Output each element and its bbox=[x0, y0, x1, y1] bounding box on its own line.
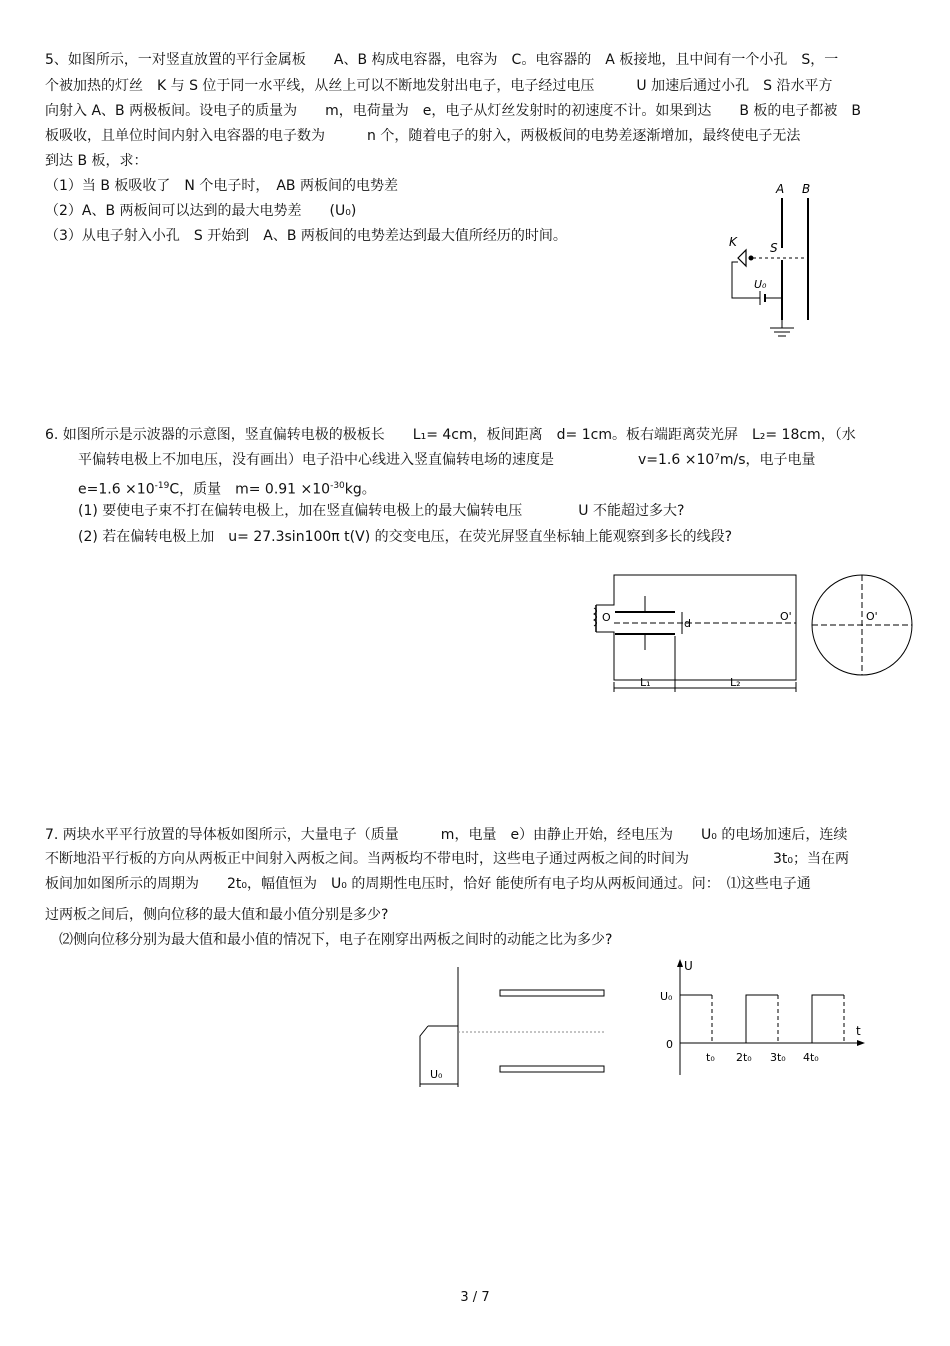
label-u0-left: U₀ bbox=[430, 1068, 443, 1081]
label-o2: O' bbox=[866, 610, 878, 623]
q5-question-1: （1）当 B 板吸收了 N 个电子时， AB 两板间的电势差 bbox=[45, 178, 398, 194]
q6-line-2: 平偏转电极上不加电压，没有画出）电子沿中心线进入竖直偏转电场的速度是 v=1.6 ×10⁷m/s，电子电量 bbox=[78, 452, 816, 468]
q7-line-3: 板间加如图所示的周期为 2t₀，幅值恒为 U₀ 的周期性电压时，恰好 能使所有电子均从两板间通过。问： ⑴这些电子通 bbox=[45, 876, 811, 892]
q5-question-2: （2）A、B 两板间可以达到的最大电势差 (U₀) bbox=[45, 203, 357, 219]
label-k: K bbox=[729, 235, 737, 249]
label-o: O bbox=[602, 611, 611, 624]
q7-question-1: 过两板之间后，侧向位移的最大值和最小值分别是多少? bbox=[45, 907, 389, 923]
label-4t0: 4t₀ bbox=[803, 1051, 819, 1064]
label-b: B bbox=[802, 182, 811, 196]
label-a: A bbox=[776, 182, 785, 196]
q6-question-1: (1) 要使电子束不打在偏转电极上，加在竖直偏转电极上的最大偏转电压 U 不能超过多大? bbox=[78, 503, 685, 519]
q5-line-2: 个被加热的灯丝 K 与 S 位于同一水平线，从丝上可以不断地发射出电子，电子经过电压 U 加速后通过小孔 S 沿水平方 bbox=[45, 78, 833, 94]
label-l2: L₂ bbox=[730, 676, 741, 689]
label-o1: O' bbox=[780, 610, 792, 623]
label-l1: L₁ bbox=[640, 676, 651, 689]
label-3t0: 3t₀ bbox=[770, 1051, 786, 1064]
q5-line-5: 到达 B 板，求： bbox=[45, 153, 148, 169]
label-u0: U₀ bbox=[660, 990, 673, 1003]
page-number: 3 / 7 bbox=[460, 1290, 490, 1305]
q5-capacitor-diagram bbox=[720, 180, 830, 345]
q5-question-3: （3）从电子射入小孔 S 开始到 A、B 两板间的电势差达到最大值所经历的时间。 bbox=[45, 228, 567, 244]
label-u-axis: U bbox=[684, 959, 693, 973]
q6-line-3: $e=1.6 \times 10^{-19}C$，质量 $m= 0.91 \times 10^{-30}kg$。 bbox=[78, 481, 376, 498]
q7-voltage-graph bbox=[660, 955, 870, 1085]
q6-line-1: 6. 如图所示是示波器的示意图，竖直偏转电极的极板长 L₁= 4cm，板间距离 d= 1cm。板右端距离荧光屏 L₂= 18cm，（水 bbox=[45, 427, 856, 443]
q7-line-1: 7. 两块水平平行放置的导体板如图所示，大量电子（质量 m，电量 e）由静止开始，经电压为 U₀ 的电场加速后，连续 bbox=[45, 827, 848, 843]
q5-line-3: 向射入 A、B 两极板间。设电子的质量为 m，电荷量为 e，电子从灯丝发射时的初速度不计。如果到达 B 板的电子都被 B bbox=[45, 103, 861, 119]
label-u0: U₀ bbox=[754, 278, 767, 291]
q5-line-1: 5、如图所示，一对竖直放置的平行金属板 A、B 构成电容器，电容为 C。电容器的 A 板接地，且中间有一个小孔 S，一 bbox=[45, 52, 839, 68]
q7-plates-diagram bbox=[412, 962, 612, 1092]
label-t0: t₀ bbox=[706, 1051, 715, 1064]
label-t-axis: t bbox=[856, 1024, 861, 1038]
label-2t0: 2t₀ bbox=[736, 1051, 752, 1064]
q7-line-2: 不断地沿平行板的方向从两板正中间射入两板之间。当两板均不带电时，这些电子通过两板之间的时间为 3t₀；当在两 bbox=[45, 851, 850, 867]
label-d: d bbox=[684, 617, 691, 630]
q6-oscilloscope-diagram bbox=[590, 570, 920, 695]
q7-question-2: ⑵侧向位移分别为最大值和最小值的情况下，电子在刚穿出两板之间时的动能之比为多少? bbox=[45, 932, 613, 948]
label-s: S bbox=[770, 241, 778, 255]
q6-question-2: (2) 若在偏转电极上加 u= 27.3sin100π t(V) 的交变电压，在荧光屏竖直坐标轴上能观察到多长的线段? bbox=[78, 529, 733, 545]
q5-line-4: 板吸收，且单位时间内射入电容器的电子数为 n 个，随着电子的射入，两极板间的电势差逐渐增加，最终使电子无法 bbox=[45, 128, 801, 144]
label-zero: 0 bbox=[666, 1038, 673, 1051]
